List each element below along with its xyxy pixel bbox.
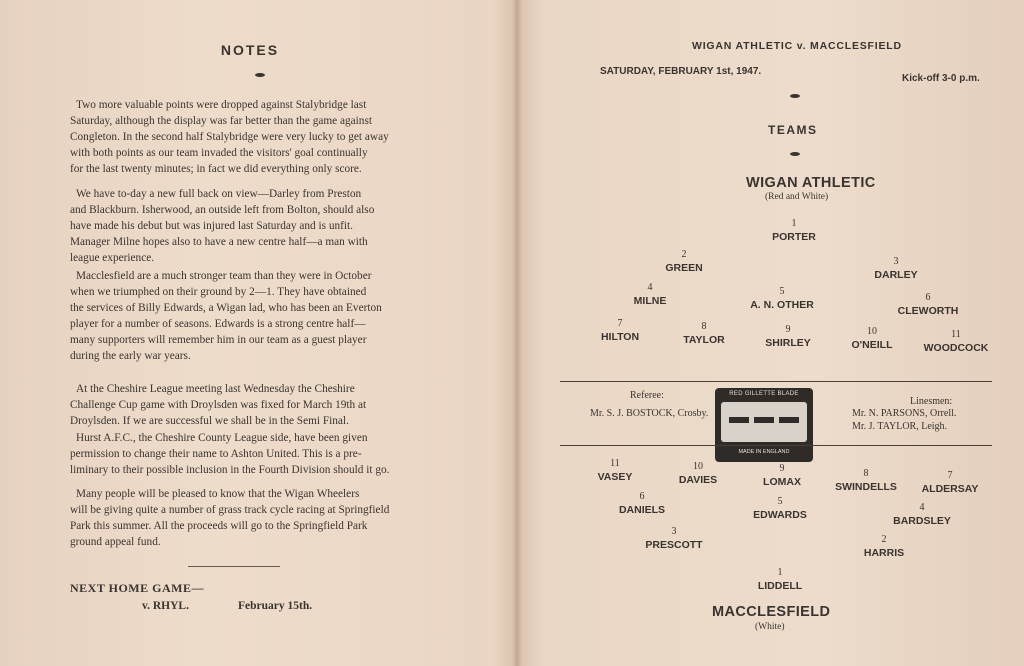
shirt-number: 4 [919,502,925,513]
linesman-2: Mr. J. TAYLOR, Leigh. [852,421,948,432]
player-name: PORTER [772,231,816,243]
shirt-number: 5 [777,496,783,507]
notes-line: Park this summer. All the proceeds will go to the Springfield Park [70,520,368,533]
shirt-number: 2 [881,534,887,545]
shirt-number: 9 [779,463,785,474]
shirt-number: 8 [701,321,707,332]
home-player [732,285,832,312]
notes-paragraph [70,186,445,266]
player-name: WOODCOCK [923,342,989,354]
player-name: DAVIES [678,474,718,486]
notes-line: league experience. [70,252,155,265]
shirt-number: 7 [617,318,623,329]
next-date: February 15th. [238,600,313,612]
home-player [634,248,734,275]
notes-line: when we triumphed on their ground by 2—1. They have obtained [70,286,367,299]
player-name: TAYLOR [683,334,725,346]
shirt-number: 3 [671,526,677,537]
ornament-icon [790,152,800,156]
notes-line: with both points as our team invaded the visitors' goal continually [70,147,368,160]
player-name: GREEN [665,262,703,274]
away-player [872,501,972,528]
notes-line: Many people will be pleased to know that the Wigan Wheelers [76,488,360,500]
away-player [730,495,830,522]
notes-line: player for a number of seasons. Edwards is a strong centre half— [70,318,366,331]
home-player [846,255,946,282]
shirt-number: 11 [951,329,961,340]
shirt-number: 4 [647,282,653,293]
player-name: MILNE [633,295,667,307]
notes-line: Manager Milne hopes also to have a new centre half—a man with [70,236,368,249]
away-player [834,533,934,560]
player-name: PRESCOTT [645,539,703,551]
notes-line: Challenge Cup game with Droylsden was fixed for March 19th at [70,399,367,412]
player-name: BARDSLEY [893,515,951,527]
notes-line: Two more valuable points were dropped against Stalybridge last [76,99,367,111]
away-team-name: MACCLESFIELD [712,604,831,620]
shirt-number: 9 [785,324,791,335]
notes-line: permission to change their name to Ashton United. This is a pre- [70,448,362,461]
player-name: SWINDELLS [835,481,897,493]
referee-name: Mr. S. J. BOSTOCK, Crosby. [590,408,709,419]
linesmen-label: Linesmen: [910,396,953,407]
notes-line: for the last twenty minutes; in fact we did everything only score. [70,163,362,176]
notes-line: Saturday, although the display was far better than the game against [70,115,372,128]
notes-line: and Blackburn. Isherwood, an outside left from Bolton, should also [70,204,375,217]
divider [188,566,280,567]
teams-heading: TEAMS [768,123,818,137]
away-player [624,525,724,552]
home-player [906,328,1006,355]
notes-line: many supporters will remember him in our team as a guest player [70,334,367,347]
away-player [592,490,692,517]
kickoff-time: Kick-off 3-0 p.m. [902,73,980,84]
notes-line: ground appeal fund. [70,536,161,549]
notes-paragraph [70,430,445,478]
ornament-icon [255,73,265,77]
home-player [878,291,978,318]
notes-line: have made his debut but was injured last Saturday and is unfit. [70,220,353,233]
player-name: CLEWORTH [897,305,959,317]
home-team-colours: (Red and White) [765,192,829,202]
notes-line: will be giving quite a number of grass track cycle racing at Springfield [70,504,390,517]
advert-brand: RED GILLETTE BLADE [729,391,799,397]
player-name: LOMAX [763,476,801,488]
shirt-number: 5 [779,286,785,297]
player-name: VASEY [597,471,633,483]
away-player [730,566,830,593]
ornament-icon [790,94,800,98]
next-opponent: v. RHYL. [142,600,189,612]
shirt-number: 10 [693,461,703,472]
away-player [900,469,1000,496]
home-player [744,217,844,244]
notes-paragraph [70,97,445,177]
notes-line: liminary to their possible inclusion in the Fourth Division should it go. [70,464,390,477]
razor-blade-advert [715,388,813,462]
notes-line: Congleton. In the second half Stalybridge were very lucky to get away [70,131,389,144]
notes-paragraph [70,268,445,365]
home-team-name: WIGAN ATHLETIC [746,175,876,191]
shirt-number: 1 [791,218,797,229]
player-name: DANIELS [618,504,666,516]
player-name: ALDERSAY [921,483,979,495]
linesman-1: Mr. N. PARSONS, Orrell. [852,408,957,419]
home-player [600,281,700,308]
shirt-number: 10 [867,326,877,337]
razor-blade-icon [721,402,807,442]
away-team-colours: (White) [755,622,785,632]
notes-line: Hurst A.F.C., the Cheshire County League side, have been given [76,432,368,444]
notes-line: At the Cheshire League meeting last Wednesday the Cheshire [76,383,355,395]
shirt-number: 6 [925,292,931,303]
match-title: WIGAN ATHLETIC v. MACCLESFIELD [692,40,902,52]
shirt-number: 8 [863,468,869,479]
notes-line: during the early war years. [70,350,191,363]
referee-label: Referee: [630,390,664,401]
player-name: HARRIS [863,547,905,559]
player-name: DARLEY [874,269,918,281]
teams-page [512,0,1024,666]
shirt-number: 1 [777,567,783,578]
shirt-number: 3 [893,256,899,267]
notes-line: Droylsden. If we are successful we shall be in the Semi Final. [70,415,349,428]
player-name: EDWARDS [753,509,807,521]
shirt-number: 11 [610,458,620,469]
notes-line: Macclesfield are a much stronger team than they were in October [76,270,372,282]
player-name: LIDDELL [757,580,803,592]
divider-top [560,381,992,382]
notes-paragraph [70,381,445,429]
shirt-number: 2 [681,249,687,260]
player-name: O'NEILL [851,339,893,351]
notes-line: We have to-day a new full back on view—Darley from Preston [76,188,362,200]
match-date: SATURDAY, FEBRUARY 1st, 1947. [600,66,762,77]
shirt-number: 7 [947,470,953,481]
player-name: HILTON [600,331,640,343]
player-name: A. N. OTHER [750,299,814,311]
notes-paragraph [70,486,445,550]
notes-line: the services of Billy Edwards, a Wigan lad, who has been an Everton [70,302,382,315]
advert-made-in: MADE IN ENGLAND [738,449,790,455]
notes-title: NOTES [220,42,280,58]
player-name: SHIRLEY [765,337,811,349]
divider-bottom [560,445,992,446]
shirt-number: 6 [639,491,645,502]
next-home-game-label: NEXT HOME GAME— [70,581,204,595]
